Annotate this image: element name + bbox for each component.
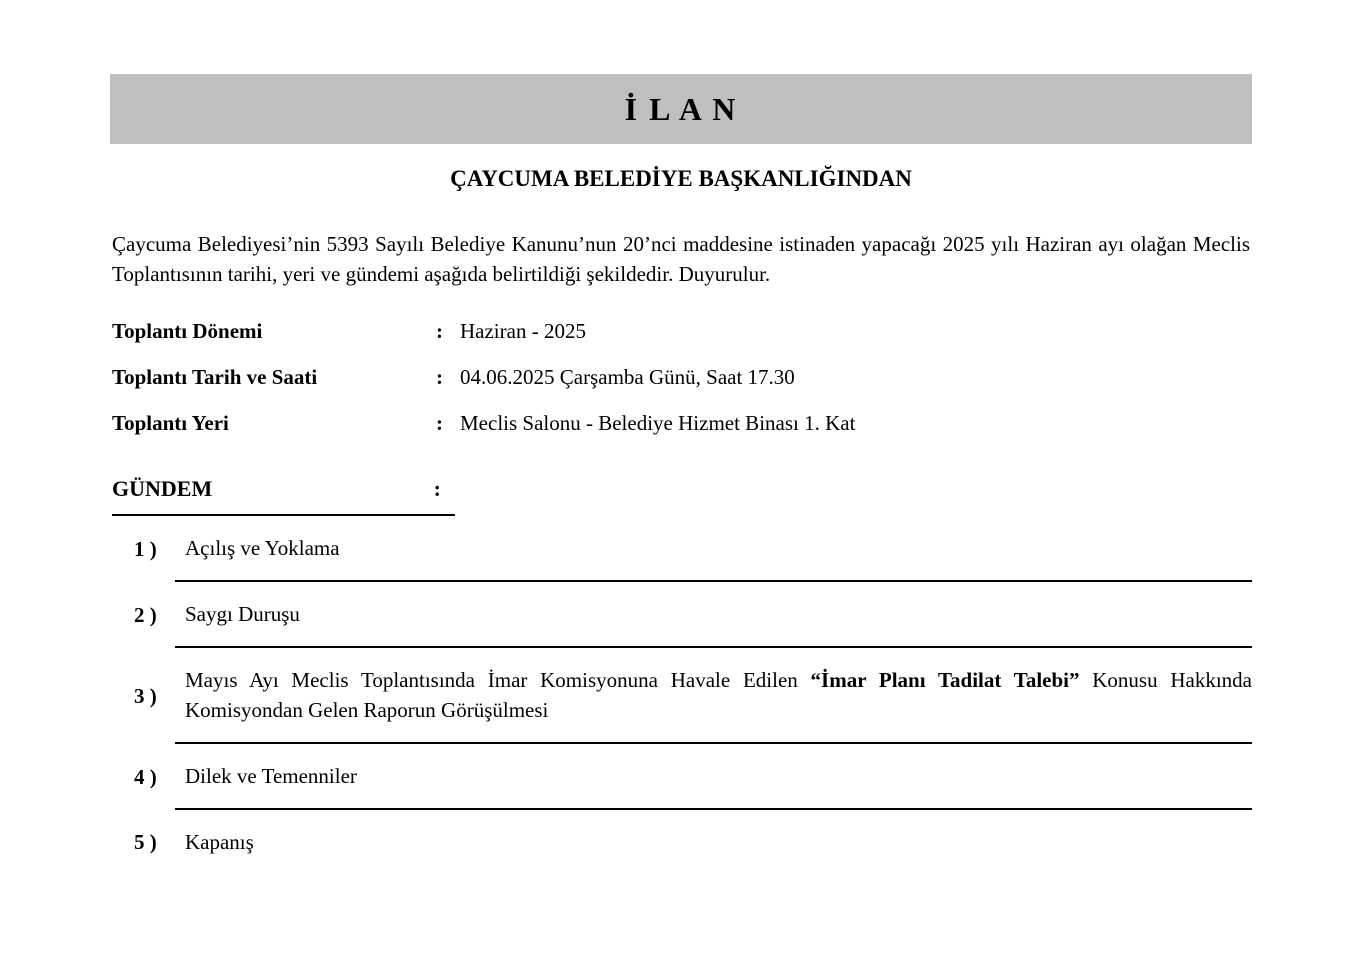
agenda-item-text-part: Dilek ve Temenniler [185,764,357,788]
colon-separator: : [433,476,441,501]
document-title: İ L A N [624,90,738,127]
agenda-item-text-part: Konusu Hakkında Komisyondan Gelen Raporun Görüşülmesi [185,668,1252,722]
title-banner [110,74,1252,144]
meeting-info-section [112,318,1250,436]
agenda-item-text-bold: “İmar Planı Tadilat Talebi” [810,668,1080,692]
agenda-item-number: 5 ) [134,829,157,854]
agenda-row [112,648,1252,744]
agenda-list [112,516,1252,874]
agenda-item-text [175,582,1252,648]
agenda-item-text [175,516,1252,582]
agenda-item-number: 3 ) [134,683,157,708]
meeting-info-row [112,410,1250,436]
agenda-item-text-part: Kapanış [185,830,254,854]
meeting-info-label: Toplantı Yeri [112,411,229,435]
meeting-info-label: Toplantı Dönemi [112,319,263,343]
meeting-info-label: Toplantı Tarih ve Saati [112,365,318,389]
meeting-info-value: 04.06.2025 Çarşamba Günü, Saat 17.30 [460,365,795,389]
agenda-row [112,516,1252,582]
meeting-info-value: Haziran - 2025 [460,319,586,343]
meeting-info-row [112,318,1250,344]
agenda-item-text [175,648,1252,744]
agenda-row [112,744,1252,810]
agenda-item-text [175,744,1252,810]
agenda-item-number: 2 ) [134,602,157,627]
agenda-item-number: 1 ) [134,536,157,561]
agenda-row [112,582,1252,648]
document-subtitle: ÇAYCUMA BELEDİYE BAŞKANLIĞINDAN [450,166,912,191]
agenda-item-text-part: Saygı Duruşu [185,602,300,626]
intro-paragraph: Çaycuma Belediyesi’nin 5393 Sayılı Belediye Kanunu’nun 20’nci maddesine istinaden yapacağı 2025 yılı Haziran ayı olağan Meclis Toplantısının tarihi, yeri ve gündemi aşağıda belirtildiği şekildedir. Duyurulur. [112,232,1250,286]
agenda-item-text [175,810,1252,874]
agenda-heading [112,476,455,516]
agenda-item-number: 4 ) [134,764,157,789]
agenda-row [112,810,1252,874]
agenda-item-text-part: Açılış ve Yoklama [185,536,340,560]
colon-separator: : [436,319,443,343]
colon-separator: : [436,365,443,389]
agenda-item-text-part: Mayıs Ayı Meclis Toplantısında İmar Komisyonuna Havale Edilen [185,668,811,692]
meeting-info-value: Meclis Salonu - Belediye Hizmet Binası 1. Kat [460,411,856,435]
agenda-heading-label: GÜNDEM [112,476,213,501]
colon-separator: : [436,411,443,435]
meeting-info-row [112,364,1250,390]
